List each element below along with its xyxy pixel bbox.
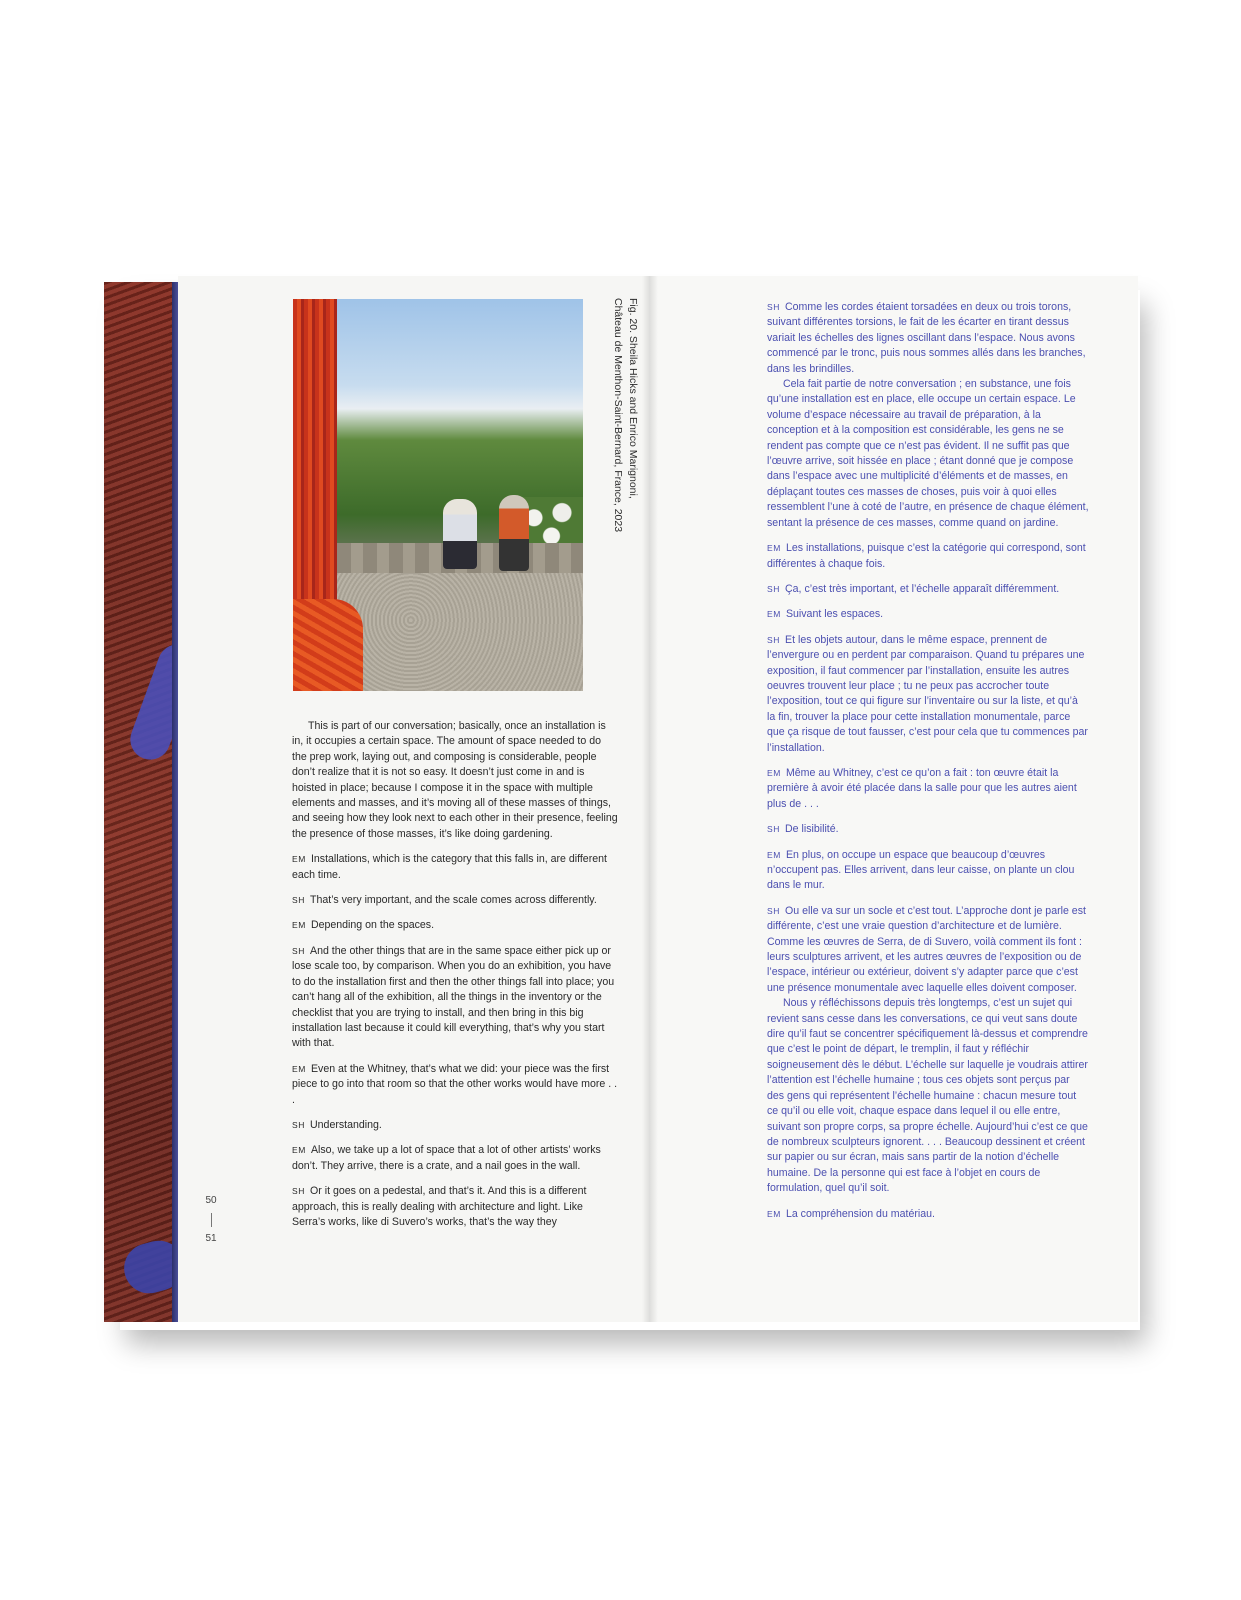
- paragraph-text: Understanding.: [310, 1118, 382, 1131]
- page-number-left: 50: [205, 1195, 217, 1206]
- speaker-initials: EM: [767, 609, 781, 620]
- speaker-initials: SH: [767, 583, 781, 594]
- dialogue-paragraph: [292, 1143, 618, 1174]
- paragraph-text: Même au Whitney, c’est ce qu’on a fait : ton œuvre était la première à avoir été placée dans la salle pour que les autres aient plus de . . .: [767, 766, 1077, 810]
- paragraph-text: That’s very important, and the scale comes across differently.: [310, 894, 597, 907]
- paragraph-text: Comme les cordes étaient torsadées en deux ou trois torons, suivant différentes torsions, le fait de les écarter en tirant dessus variait les échelles des lignes oscillant dans l’espace. Nous avons commencé par le tronc, puis nous sommes allés dans les branches, dans les brindilles.: [767, 301, 1086, 375]
- dialogue-paragraph: [767, 633, 1089, 756]
- page-number-right: 51: [205, 1233, 217, 1244]
- folio-divider: [211, 1213, 212, 1227]
- dialogue-paragraph: [767, 1207, 1089, 1222]
- paragraph-text: La compréhension du matériau.: [785, 1207, 935, 1220]
- photo-gravel: [337, 573, 583, 691]
- speaker-initials: SH: [292, 1119, 306, 1130]
- speaker-initials: EM: [767, 543, 781, 554]
- dialogue-paragraph: [292, 918, 618, 933]
- speaker-initials: SH: [767, 302, 781, 312]
- dialogue-paragraph: [292, 1062, 618, 1108]
- dialogue-paragraph: [767, 377, 1089, 531]
- paragraph-text: Les installations, puisque c’est la catégorie qui correspond, sont différentes à chaque fois.: [767, 542, 1086, 570]
- caption-line-1: Fig. 20. Sheila Hicks and Enrico Marignoni,: [627, 298, 639, 499]
- dialogue-paragraph: [292, 893, 618, 908]
- paragraph-text: Or it goes on a pedestal, and that’s it. And this is a different approach, this is really dealing with architecture and light. Like Serra’s works, like di Suvero’s works, that’s the way they: [292, 1185, 587, 1228]
- dialogue-paragraph: [292, 1184, 618, 1230]
- speaker-initials: EM: [767, 767, 781, 778]
- right-page-text: [767, 300, 1089, 1232]
- dialogue-paragraph: [292, 719, 618, 842]
- paragraph-text: Installations, which is the category that this falls in, are different each time.: [292, 853, 607, 881]
- speaker-initials: SH: [767, 905, 781, 916]
- speaker-initials: EM: [767, 1208, 781, 1219]
- speaker-initials: EM: [292, 1063, 306, 1074]
- dialogue-paragraph: [292, 1118, 618, 1133]
- dialogue-paragraph: [767, 766, 1089, 812]
- page-gutter: [642, 276, 658, 1322]
- paragraph-text: And the other things that are in the same space either pick up or lose scale too, by comparison. When you do an exhibition, you have to do the installation first and then the other things fall into place; you can’t hang all of the exhibition, all the things in the inventory or the checklist that you are trying to install, and then bring in this big installation last because it could kill everything, that’s why you start with that.: [292, 944, 615, 1050]
- dialogue-paragraph: [767, 822, 1089, 837]
- photo-person-woman: [443, 499, 477, 569]
- speaker-initials: EM: [767, 849, 781, 860]
- speaker-initials: SH: [292, 895, 306, 906]
- paragraph-text: Ou elle va sur un socle et c’est tout. L’approche dont je parle est différente, c’est une vraie question d’architecture et de lumière. Comme les œuvres de Serra, de di Suvero, voilà comment ils font : leurs sculptures arrivent, et les autres œuvres de l’exposition ou de l’espace, intérieur ou extérieur, doivent s’y adapter parce que c’est une présence monumentale avec laquelle elles doivent composer.: [767, 904, 1086, 994]
- speaker-initials: SH: [292, 1186, 306, 1197]
- book-cover-edge: [104, 282, 178, 1322]
- speaker-initials: EM: [292, 854, 306, 865]
- dialogue-paragraph: [292, 852, 618, 883]
- paragraph-text: Depending on the spaces.: [310, 919, 435, 932]
- speaker-initials: EM: [292, 920, 306, 931]
- dialogue-paragraph: [767, 848, 1089, 894]
- blue-rope-detail: [119, 1235, 178, 1299]
- speaker-initials: EM: [292, 1145, 306, 1156]
- figure-photo: [293, 299, 583, 691]
- dialogue-paragraph: [767, 607, 1089, 622]
- speaker-initials: SH: [767, 824, 781, 835]
- photo-rope-pile: [293, 599, 363, 691]
- paragraph-text: En plus, on occupe un espace que beaucoup d’œuvres n’occupent pas. Elles arrivent, dans leur caisse, on plante un clou dans le mur.: [767, 848, 1075, 892]
- dialogue-paragraph: [767, 582, 1089, 597]
- dialogue-paragraph: [767, 300, 1089, 377]
- paragraph-text: Even at the Whitney, that’s what we did: your piece was the first piece to go into that room so that the other works would have more . . .: [292, 1062, 618, 1106]
- caption-line-2: Château de Menthon-Saint-Bernard, France, 2023: [612, 298, 624, 533]
- figure-caption: [600, 298, 640, 538]
- paragraph-text: Cela fait partie de notre conversation ; en substance, une fois qu’une installation est en place, elle occupe un certain espace. Le volume d’espace nécessaire au travail de préparation, à la conception et à la composition est considérable, les gens ne se rendent pas compte que ce n’est pas évident. Il ne suffit pas que l’œuvre arrive, soit hissée en place ; étant donné que je compose dans l’espace avec une multiplicité d’éléments et de masses, en déplaçant toutes ces masses de choses, puis voir à quoi elles ressemblent l’une à coté de l’autre, en présence de chaque élément, sentant la présence de ces masses, comme quand on jardine.: [767, 378, 1089, 529]
- blue-rope-detail: [125, 639, 178, 765]
- speaker-initials: SH: [767, 634, 781, 645]
- paragraph-text: This is part of our conversation; basically, once an installation is in, it occupies a certain space. The amount of space needed to do the prep work, laying out, and composing is considerable, people don’t realize that it is not so easy. It doesn’t just come in and is hoisted in place; because I compose it in the space with multiple elements and masses, and it’s moving all of these masses of things, and seeing how they look next to each other in their presence, feeling the presence of those masses, it’s like doing gardening.: [292, 720, 618, 840]
- paragraph-text: Et les objets autour, dans le même espace, prennent de l’envergure ou en perdent par comparaison. Quand tu prépares une exposition, il faut commencer par l’installation, ensuite les autres oeuvres trouvent leur place ; tu ne peux pas accrocher toute l’exposition, tout ce qui figure sur l’inventaire ou sur la liste, et qu’à la fin, trouver la place pour cette installation monumentale, parce que ça risque de tout fausser, c’est pour cela que tu commences par l’installation.: [767, 633, 1088, 754]
- dialogue-paragraph: [767, 904, 1089, 996]
- dialogue-paragraph: [767, 996, 1089, 1196]
- left-page-text: [292, 719, 618, 1240]
- dialogue-paragraph: [292, 944, 618, 1052]
- dialogue-paragraph: [767, 541, 1089, 572]
- photo-person-man: [499, 495, 529, 571]
- paragraph-text: De lisibilité.: [785, 823, 839, 836]
- paragraph-text: Suivant les espaces.: [785, 608, 884, 621]
- page-numbers: [196, 1194, 226, 1246]
- paragraph-text: Also, we take up a lot of space that a lot of other artists’ works don’t. They arrive, there is a crate, and a nail goes in the wall.: [292, 1144, 601, 1172]
- paragraph-text: Ça, c’est très important, et l’échelle apparaît différemment.: [785, 582, 1060, 595]
- paragraph-text: Nous y réfléchissons depuis très longtemps, c’est un sujet qui revient sans cesse dans les conversations, ce qui veut sans doute dire qu’il faut se concentrer spécifiquement là-dessus et comprendre que c’est le point de départ, le tremplin, il faut y réfléchir soigneusement dès le début. L’échelle sur laquelle je voudrais attirer l’attention est l’échelle humaine ; tous ces objets sont perçus par des gens qui représentent l’échelle humaine : chacun mesure tout ce qu’il ou elle voit, chaque espace dans lequel il ou elle entre, suivant son propre corps, sa propre échelle. Aujourd’hui c’est ce que de nombreux sculpteurs ignorent. . . . Beaucoup dessinent et créent sur papier ou sur écran, mais sans partir de la notion d’échelle humaine. De la personne qui est face à l’objet en cours de formulation, quel qu’il soit.: [767, 997, 1088, 1195]
- speaker-initials: SH: [292, 945, 306, 956]
